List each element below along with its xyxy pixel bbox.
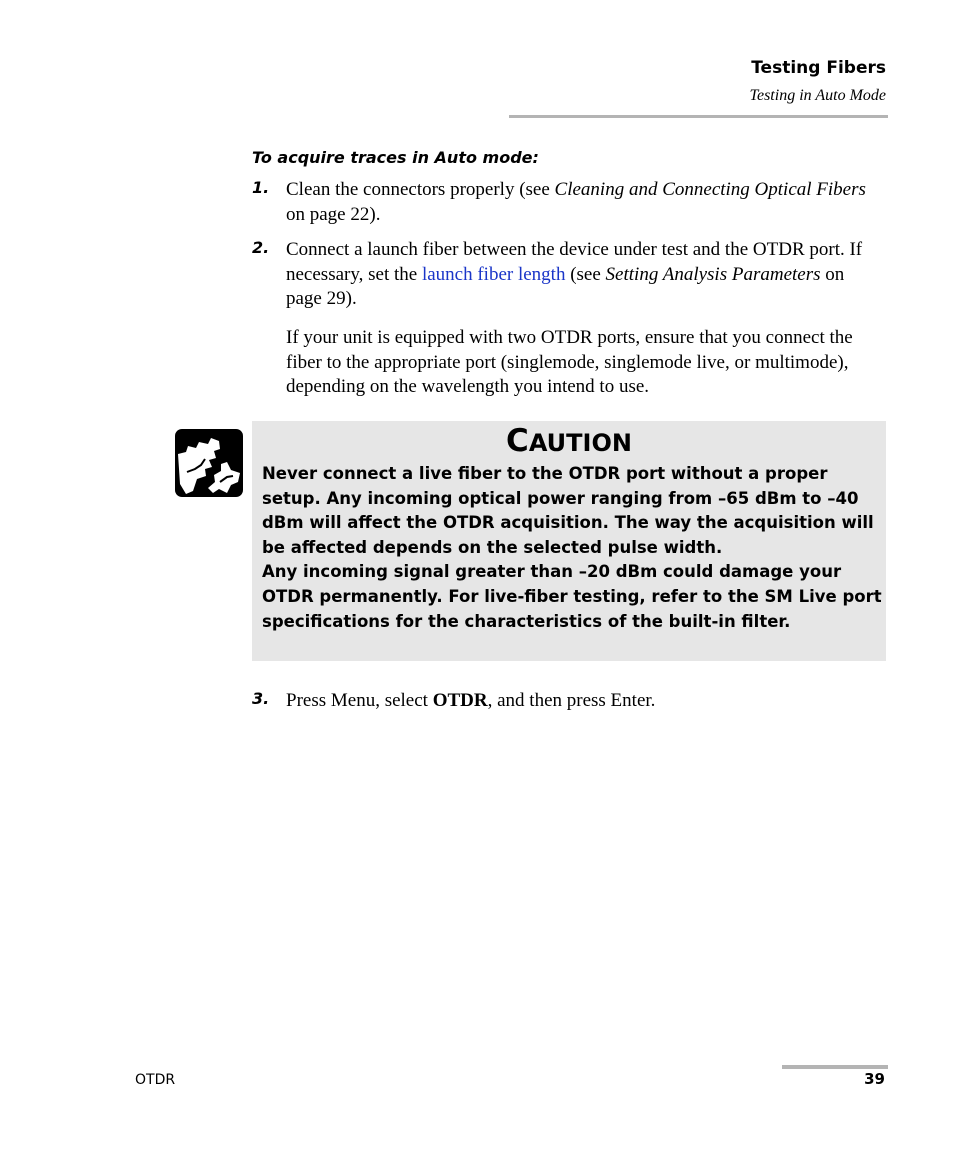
footer-rule [782, 1065, 888, 1069]
caution-heading-initial: C [506, 423, 529, 459]
note-paragraph: If your unit is equipped with two OTDR ports, ensure that you connect the fiber to the appropriate port (singlemode, singlemode live, or multimode), depending on the wavelength you intend to use. [286, 327, 853, 397]
step-text-part: , and then press Enter. [487, 690, 656, 711]
step-text-part: Connect a launch fiber between the device under test and the OTDR port. If necessary, set the [286, 239, 863, 285]
step-text-part: Clean the connectors properly (see [286, 179, 555, 200]
step-number: 1. [252, 178, 270, 197]
step-text-part: on page 29). [286, 263, 845, 309]
caution-heading-rest: AUTION [528, 429, 632, 457]
caution-heading [252, 423, 886, 459]
menu-item-otdr: OTDR [432, 690, 488, 711]
step-text [286, 178, 882, 227]
caution-body [262, 462, 882, 634]
header-rule [509, 115, 888, 118]
step-text-part: Press Menu, select [286, 690, 433, 711]
step-number: 3. [252, 689, 270, 708]
caution-paragraph-2: Any incoming signal greater than –20 dBm could damage your OTDR permanently. For live-fiber testing, refer to the SM Live port specifications for the characteristics of the built-in filter. [262, 562, 882, 631]
procedure-title: To acquire traces in Auto mode: [252, 148, 539, 167]
step-text-part: (see [565, 263, 606, 285]
section-title: Testing in Auto Mode [749, 87, 886, 104]
cross-reference: Cleaning and Connecting Optical Fibers [554, 179, 866, 200]
caution-paragraph-1: Never connect a live fiber to the OTDR port without a proper setup. Any incoming optical power ranging from –65 dBm to –40 dBm will affect the OTDR acquisition. The way the acquisition will be affected depends on the selected pulse width. [262, 464, 874, 557]
step-number: 2. [252, 238, 270, 257]
step-text-part: on page 22). [286, 203, 381, 225]
caution-box [252, 421, 886, 661]
cross-reference: Setting Analysis Parameters [605, 263, 821, 285]
chapter-title: Testing Fibers [751, 58, 886, 78]
footer-product: OTDR [135, 1072, 176, 1088]
step-text [286, 238, 882, 312]
step-text [286, 689, 882, 714]
page-number: 39 [864, 1070, 885, 1088]
caution-hand-icon [175, 429, 243, 497]
launch-fiber-length-link[interactable]: launch fiber length [421, 263, 566, 285]
